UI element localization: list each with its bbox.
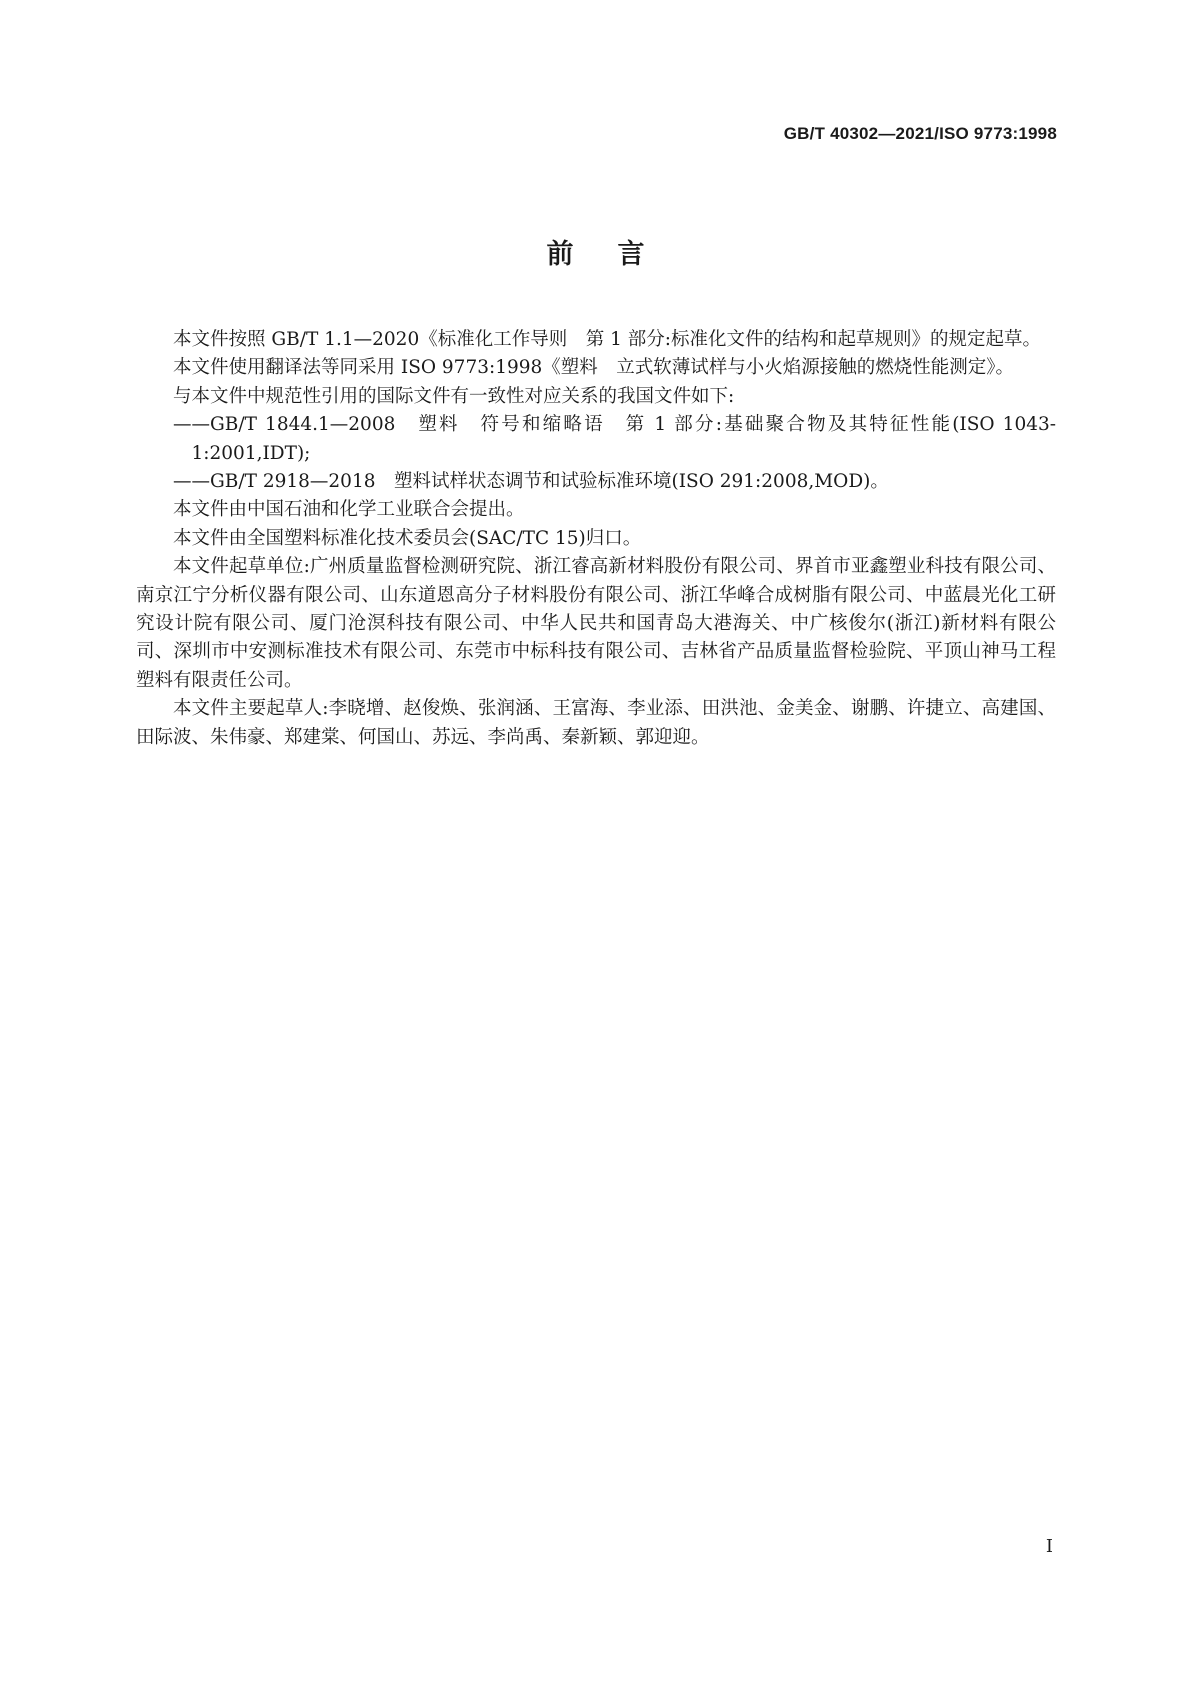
standard-code-header: GB/T 40302—2021/ISO 9773:1998 — [783, 124, 1057, 143]
page-number: I — [1045, 1536, 1053, 1557]
paragraph-drafters: 本文件主要起草人:李晓增、赵俊焕、张润涵、王富海、李业添、田洪池、金美金、谢鹏、许捷立、高建国、田际波、朱伟豪、郑建棠、何国山、苏远、李尚禹、秦新颖、郭迎迎。 — [136, 698, 1056, 748]
page-title: 前言 — [546, 239, 689, 270]
reference-item: ——GB/T 2918—2018 塑料试样状态调节和试验标准环境(ISO 291:2008,MOD)。 — [173, 471, 889, 493]
paragraph-adoption: 本文件使用翻译法等同采用 ISO 9773:1998《塑料 立式软薄试样与小火焰源接触的燃烧性能测定》。 — [173, 357, 1015, 379]
paragraph-drafting-rules: 本文件按照 GB/T 1.1—2020《标准化工作导则 第 1 部分:标准化文件的结构和起草规则》的规定起草。 — [173, 329, 1041, 350]
reference-item: ——GB/T 1844.1—2008 塑料 符号和缩略语 第 1 部分:基础聚合物及其特征性能(ISO 1043-1:2001,IDT); — [173, 414, 1056, 464]
foreword-body — [136, 326, 1056, 752]
paragraph-references-intro: 与本文件中规范性引用的国际文件有一致性对应关系的我国文件如下: — [173, 385, 735, 407]
paragraph-drafting-units: 本文件起草单位:广州质量监督检测研究院、浙江睿高新材料股份有限公司、界首市亚鑫塑业科技有限公司、南京江宁分析仪器有限公司、山东道恩高分子材料股份有限公司、浙江华峰合成树脂有限公司、中蓝晨光化工研究设计院有限公司、厦门沧溟科技有限公司、中华人民共和国青岛大港海关、中广核俊尔(浙江)新材料有限公司、深圳市中安测标准技术有限公司、东莞市中标科技有限公司、吉林省产品质量监督检验院、平顶山神马工程塑料有限责任公司。 — [136, 556, 1056, 691]
paragraph-proposer: 本文件由中国石油和化学工业联合会提出。 — [173, 499, 525, 521]
paragraph-technical-committee: 本文件由全国塑料标准化技术委员会(SAC/TC 15)归口。 — [173, 527, 642, 549]
